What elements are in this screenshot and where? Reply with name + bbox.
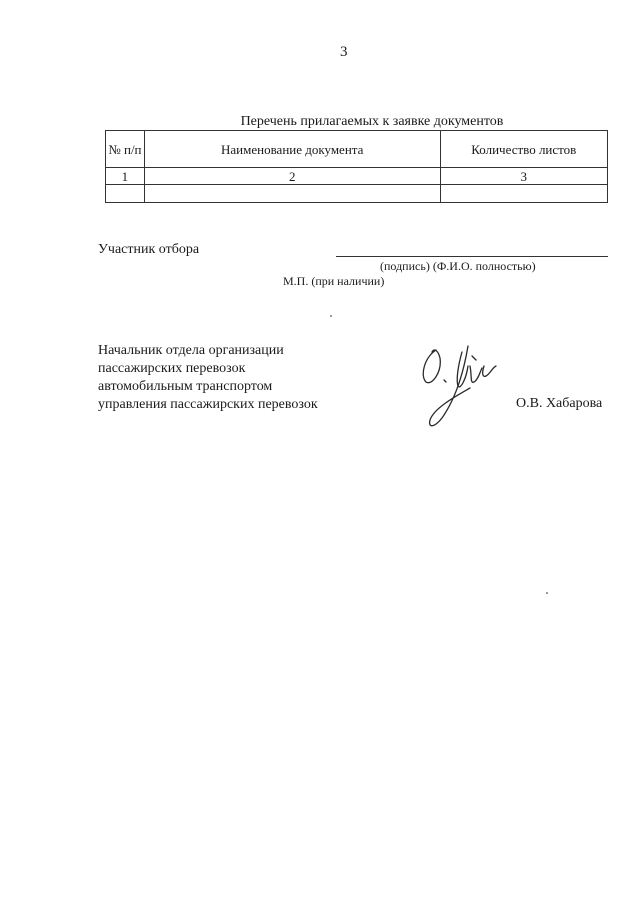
column-index-cell: 1: [106, 168, 145, 185]
signatory-position-line: автомобильным транспортом: [98, 379, 273, 394]
table-header-row: [106, 131, 608, 168]
documents-list-title: Перечень прилагаемых к заявке документов: [240, 114, 504, 129]
signatory-position-line: Начальник отдела организации: [98, 343, 284, 358]
handwritten-signature: [410, 336, 520, 432]
scan-speck: [330, 315, 332, 317]
scan-speck: [546, 592, 548, 594]
table-cell: [144, 185, 440, 203]
table-cell: [440, 185, 607, 203]
header-cell-number: № п/п: [106, 131, 145, 168]
signatory-position-line: управления пассажирских перевозок: [98, 397, 318, 412]
signature-caption: (подпись) (Ф.И.О. полностью): [380, 259, 536, 273]
header-cell-sheet-count: Количество листов: [440, 131, 607, 168]
stamp-caption: М.П. (при наличии): [283, 274, 385, 288]
column-index-cell: 2: [144, 168, 440, 185]
documents-table: [105, 130, 608, 203]
table-cell: [106, 185, 145, 203]
table-empty-row: [106, 185, 608, 203]
header-cell-document-name: Наименование документа: [144, 131, 440, 168]
page-number: 3: [340, 44, 348, 60]
signatory-name: О.В. Хабарова: [516, 396, 603, 411]
table-column-index-row: [106, 168, 608, 185]
participant-label: Участник отбора: [98, 242, 200, 257]
signature-line: [336, 256, 608, 257]
signatory-position-line: пассажирских перевозок: [98, 361, 246, 376]
column-index-cell: 3: [440, 168, 607, 185]
signatory-position: [98, 342, 318, 414]
